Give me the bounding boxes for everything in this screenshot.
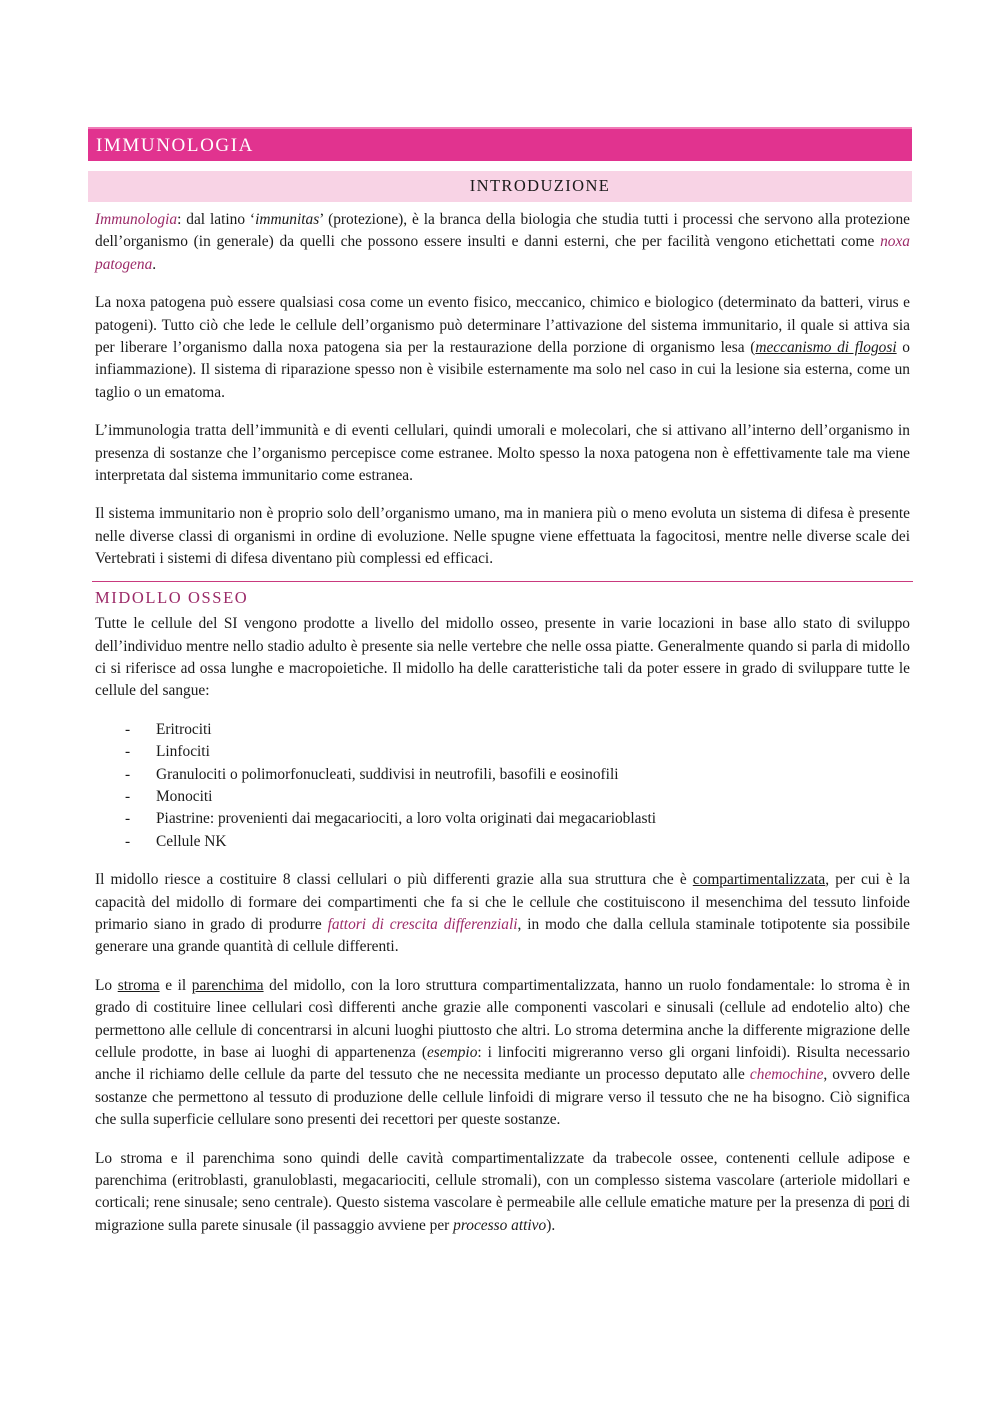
- text-run: ’ (protezione), è la branca della biologia che studia tutti i processi che servono alla protezione dell’organismo (in generale) da quelli che possono essere insulti e danni esterni, che per facilità vengono etichettati come: [95, 211, 910, 251]
- text-run: Lo stroma e il parenchima sono quindi delle cavità compartimentalizzate da trabecole ossee, contenenti cellule adipose e parenchima (eritroblasti, granuloblasti, megacariociti, cellule stromali), con un complesso sistema vascolare (arteriole midollari e corticali; rene sinusale; seno centrale). Questo sistema vascolare è permeabile alle cellule ematiche mature per la presenza di: [95, 1149, 910, 1212]
- intro-paragraph-4: [95, 503, 910, 570]
- text-run: noxa patogena: [95, 233, 910, 273]
- text-run: stroma: [117, 976, 160, 994]
- text-run: immunitas: [255, 211, 320, 228]
- list-item: - Piastrine: provenienti dai megacariociti, a loro volta originati dai megacarioblasti: [95, 808, 910, 830]
- midollo-paragraph-3: [95, 975, 910, 1132]
- text-run: ).: [546, 1216, 556, 1234]
- text-run: : i linfociti migreranno verso gli organi linfoidi). Risulta necessario anche il richiamo delle cellule da parte del tessuto che ne necessita mediante un processo deputato alle: [95, 1044, 910, 1084]
- text-run: parenchima: [191, 976, 264, 994]
- list-item: - Cellule NK: [95, 831, 910, 853]
- midollo-paragraph-2: [95, 869, 910, 959]
- blood-cell-list: [95, 719, 910, 853]
- text-run: , in modo che dalla cellula staminale totipotente sia possibile generare una grande quantità di cellule differenti.: [95, 915, 910, 956]
- list-item: - Linfociti: [95, 741, 910, 763]
- text-run: Tutte le cellule del SI vengono prodotte a livello del midollo osseo, presente in varie locazioni in base allo stato di sviluppo dell’individuo mentre nello stadio adulto è presente sia nelle vertebre che nelle ossa piatte. Generalmente quando si parla di midollo ci si riferisce ad ossa lunghe e macropoietiche. Il midollo ha delle caratteristiche tali da poter essere in grado di sviluppare tutte le cellule del sangue:: [95, 615, 910, 700]
- text-run: e il: [159, 976, 192, 994]
- list-item: - Monociti: [95, 786, 910, 808]
- midollo-paragraph-1: [95, 613, 910, 703]
- text-run: Immunologia: [95, 211, 178, 228]
- title-banner: [88, 127, 912, 161]
- text-run: , ovvero delle sostanze che permettono al tessuto di produzione delle cellule linfoidi di migrare verso il tessuto che ne ha bisogno. Ciò significa che sulla superficie cellulare sono presenti dei recettori per queste sostanze.: [95, 1066, 911, 1129]
- text-run: L’immunologia tratta dell’immunità e di eventi cellulari, quindi umorali e molecolari, che si attivano all’interno dell’organismo in presenza di sostanze che l’organismo percepisce come estranee. Molto spesso la noxa patogena non è effettivamente tale ma viene interpretata dal sistema immunitario come estranea.: [95, 422, 910, 485]
- text-run: .: [152, 255, 157, 273]
- text-run: , per cui è la capacità del midollo di formare dei compartimenti che fa si che le cellule che costituiscono il mesenchima del tessuto linfoide primario siano in grado di produrre: [95, 871, 910, 933]
- text-run: del midollo, con la loro struttura compartimentalizzata, hanno un ruolo fondamentale: lo stroma è in grado di costituire linee cellulari così differenti anche grazie alle componenti vascolari e sinusali (cellule ad endotelio alto) che permettono alle cellule di concentrarsi in alcuni luoghi piuttosto che altri. Lo stroma determina anche la differente migrazione delle cellule prodotte, in base ai luoghi di appartenenza (: [95, 976, 910, 1061]
- text-run: di migrazione sulla parete sinusale (il passaggio avviene per: [95, 1194, 910, 1234]
- text-run: processo attivo: [453, 1216, 547, 1234]
- intro-paragraph-1: [95, 209, 910, 276]
- document-title: IMMUNOLOGIA: [96, 135, 254, 156]
- text-run: Il midollo riesce a costituire 8 classi cellulari o più differenti grazie alla sua struttura che è: [95, 871, 693, 889]
- intro-paragraph-3: [95, 420, 910, 487]
- text-run: fattori di crescita differenziali: [327, 915, 518, 933]
- midollo-paragraph-4: [95, 1148, 910, 1238]
- text-run: meccanismo di flogosi: [755, 339, 897, 357]
- section-title-introduzione: INTRODUZIONE: [469, 176, 611, 195]
- text-run: chemochine: [749, 1066, 824, 1084]
- list-item: - Eritrociti: [95, 719, 910, 741]
- subtitle-banner: [88, 171, 912, 202]
- text-run: esempio: [426, 1044, 478, 1061]
- list-item: - Granulociti o polimorfonucleati, suddivisi in neutrofili, basofili e eosinofili: [95, 764, 910, 786]
- text-run: pori: [869, 1194, 895, 1212]
- text-run: o infiammazione). Il sistema di riparazione spesso non è visibile esternamente ma solo nel caso in cui la lesione sia esterna, come un taglio o un ematoma.: [95, 339, 910, 401]
- text-run: : dal latino ‘: [177, 211, 256, 228]
- intro-paragraph-2: [95, 292, 910, 404]
- text-run: Lo: [95, 976, 118, 994]
- text-run: compartimentalizzata: [692, 871, 826, 889]
- text-run: La noxa patogena può essere qualsiasi cosa come un evento fisico, meccanico, chimico e biologico (determinato da batteri, virus e patogeni). Tutto ciò che lede le cellule dell’organismo può determinare l’attivazione del sistema immunitario, il quale si attiva sia per liberare l’organismo dalla noxa patogena sia per la restaurazione della porzione di organismo lesa (: [95, 294, 910, 357]
- document-body: [95, 209, 910, 1253]
- section-heading-midollo-osseo: MIDOLLO OSSEO: [95, 587, 249, 607]
- section-divider: [92, 581, 913, 582]
- text-run: Il sistema immunitario non è proprio solo dell’organismo umano, ma in maniera più o meno evoluta un sistema di difesa è presente nelle diverse classi di organismi in ordine di evoluzione. Nelle spugne viene effettuata la fagocitosi, mentre nelle diverse scale dei Vertebrati i sistemi di difesa diventano più complessi ed efficaci.: [95, 505, 910, 568]
